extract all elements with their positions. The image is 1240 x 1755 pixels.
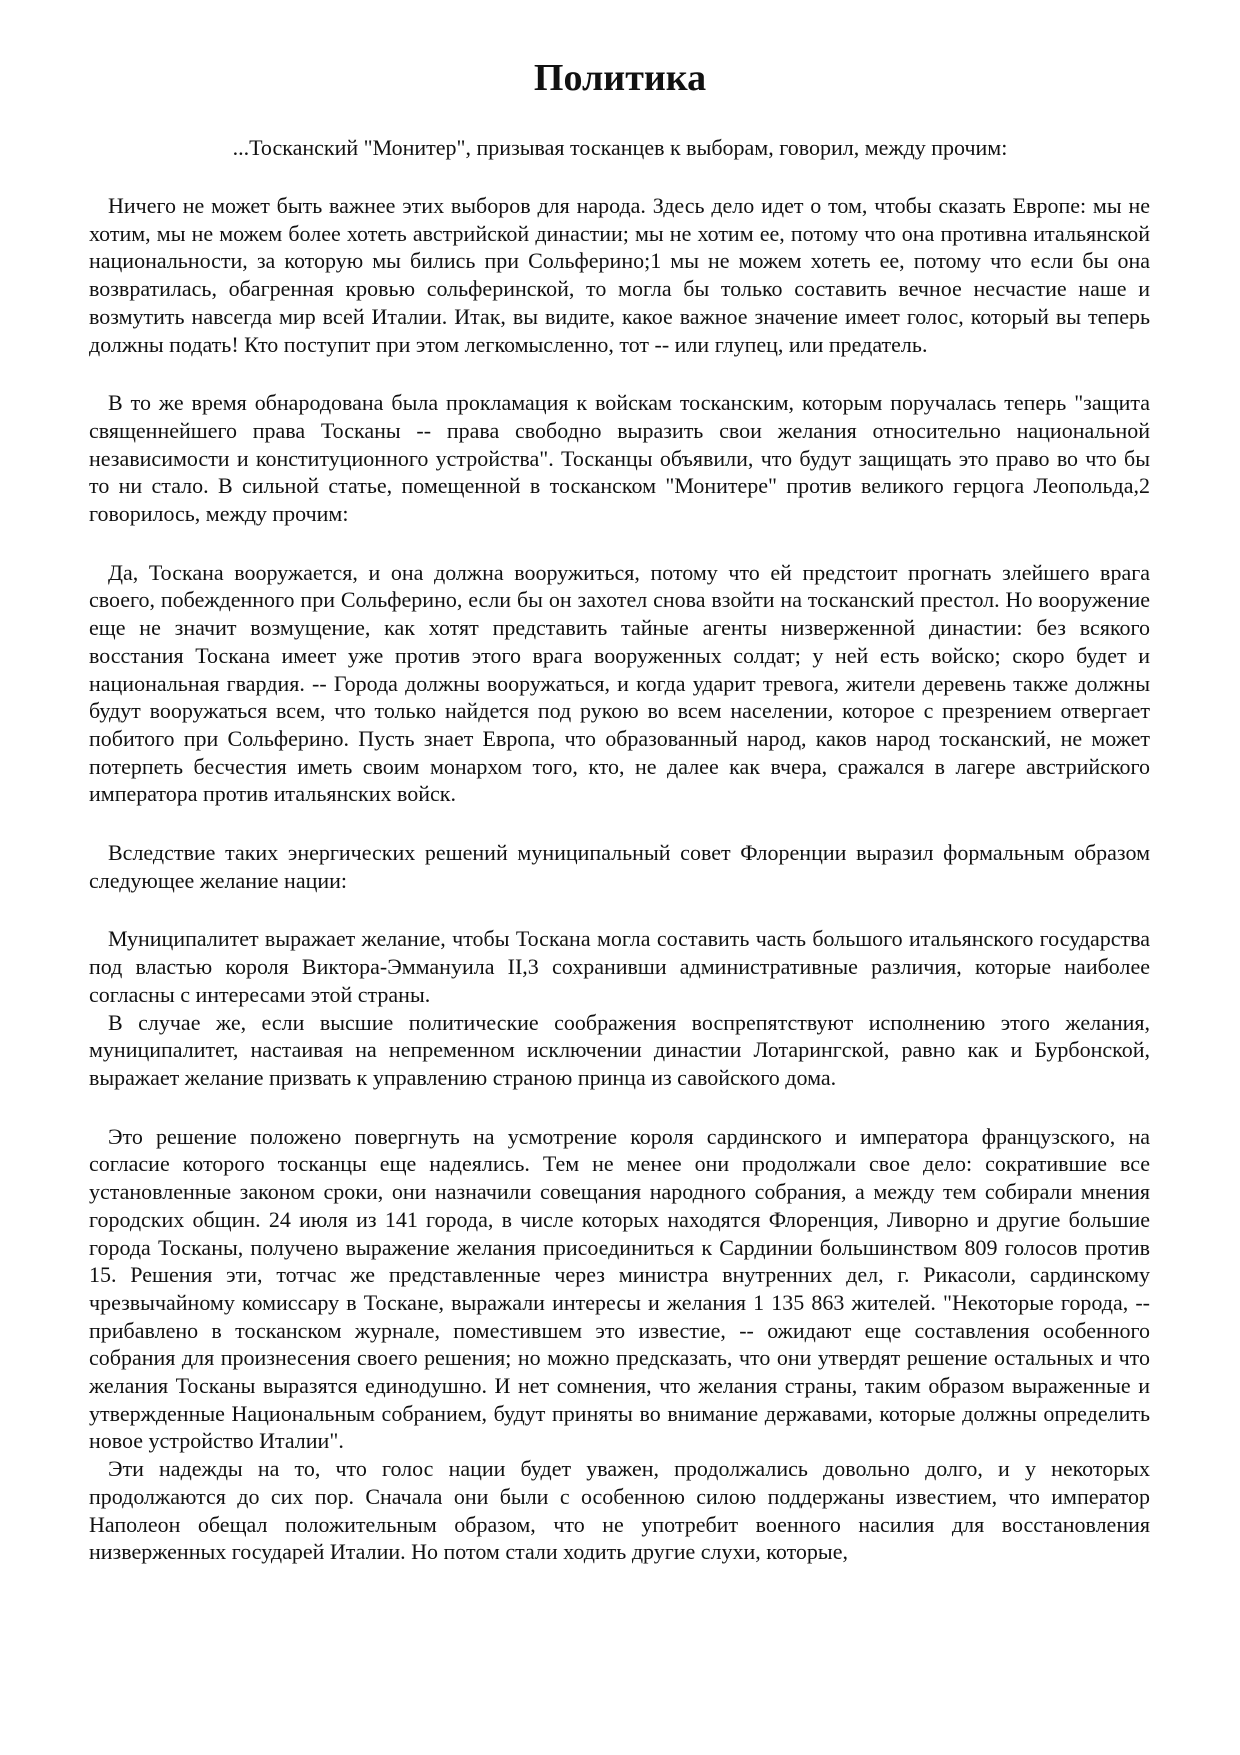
paragraph-gap xyxy=(89,1092,1150,1123)
paragraph: Вследствие таких энергических решений муниципальный совет Флоренции выразил формальным образом следующее желание нации: xyxy=(89,840,1150,893)
body-text xyxy=(89,192,1150,1566)
paragraph-gap xyxy=(89,808,1150,839)
paragraph: Эти надежды на то, что голос нации будет уважен, продолжались довольно долго, и у некоторых продолжаются до сих пор. Сначала они были с особенною силою поддержаны известием, что император Наполеон обещал положительным образом, что не употребит военного насилия для восстановления низверженных государей Италии. Но потом стали ходить другие слухи, которые, xyxy=(89,1456,1150,1565)
paragraph: Муниципалитет выражает желание, чтобы Тоскана могла составить часть большого итальянского государства под властью короля Виктора-Эммануила II,3 сохранивши административные различия, которые наиболее согласны с интересами этой страны. xyxy=(89,926,1150,1007)
paragraph: Ничего не может быть важнее этих выборов для народа. Здесь дело идет о том, чтобы сказать Европе: мы не хотим, мы не можем более хотеть австрийской династии; мы не хотим ее, потому что она противна итальянской национальности, за которую мы бились при Сольферино;1 мы не можем хотеть ее, потому что если бы она возвратилась, обагренная кровью сольферинской, то могла бы только составить вечное несчастие наше и возмутить навсегда мир всей Италии. Итак, вы видите, какое важное значение имеет голос, который вы теперь должны подать! Кто поступит при этом легкомысленно, тот -- или глупец, или предатель. xyxy=(89,193,1150,357)
paragraph: Это решение положено повергнуть на усмотрение короля сардинского и императора французского, на согласие которого тосканцы еще надеялись. Тем не менее они продолжали свое дело: сократившие все установленные законом сроки, они назначили совещания народного собрания, а между тем собирали мнения городских общин. 24 июля из 141 города, в числе которых находятся Флоренция, Ливорно и другие большие города Тосканы, получено выражение желания присоединиться к Сардинии большинством 809 голосов против 15. Решения эти, тотчас же представленные через министра внутренних дел, г. Рикасоли, сардинскому чрезвычайному комиссару в Тоскане, выражали интересы и желания 1 135 863 жителей. "Некоторые города, -- прибавлено в тосканском журнале, поместившем это известие, -- ожидают еще составления особенного собрания для произнесения своего решения; но можно предсказать, что они утвердят решение остальных и что желания Тосканы выразятся единодушно. И нет сомнения, что желания страны, таким образом выраженные и утвержденные Национальным собранием, будут приняты во внимание державами, которые должны определить новое устройство Италии". xyxy=(89,1123,1150,1454)
paragraph-gap xyxy=(89,528,1150,559)
paragraph-gap xyxy=(89,358,1150,389)
intro-line: ...Тосканский "Монитер", призывая тосканцев к выборам, говорил, между прочим: xyxy=(232,135,1008,160)
paragraph-gap xyxy=(89,894,1150,925)
paragraph: Да, Тоскана вооружается, и она должна вооружиться, потому что ей предстоит прогнать злейшего врага своего, побежденного при Сольферино, если бы он захотел снова взойти на тосканский престол. Но вооружение еще не значит возмущение, как хотят представить тайные агенты низверженной династии: без всякого восстания Тоскана имеет уже против этого врага вооруженных солдат; у ней есть войско; скоро будет и национальная гвардия. -- Города должны вооружаться, и когда ударит тревога, жители деревень также должны будут вооружаться всем, что только найдется под рукою во всем населении, которое с презрением отвергает побитого при Сольферино. Пусть знает Европа, что образованный народ, каков народ тосканский, не может потерпеть бесчестия иметь своим монархом того, кто, не далее как вчера, сражался в лагере австрийского императора против итальянских войск. xyxy=(89,559,1150,807)
page-title: Политика xyxy=(533,57,707,99)
paragraph: В случае же, если высшие политические соображения воспрепятствуют исполнению этого желания, муниципалитет, настаивая на непременном исключении династии Лотарингской, равно как и Бурбонской, выражает желание призвать к управлению страною принца из савойского дома. xyxy=(89,1009,1150,1090)
paragraph: В то же время обнародована была прокламация к войскам тосканским, которым поручалась теперь "защита священнейшего права Тосканы -- права свободно выразить свои желания относительно национальной независимости и конституционного устройства". Тосканцы объявили, что будут защищать это право во что бы то ни стало. В сильной статье, помещенной в тосканском "Монитере" против великого герцога Леопольда,2 говорилось, между прочим: xyxy=(89,390,1150,527)
